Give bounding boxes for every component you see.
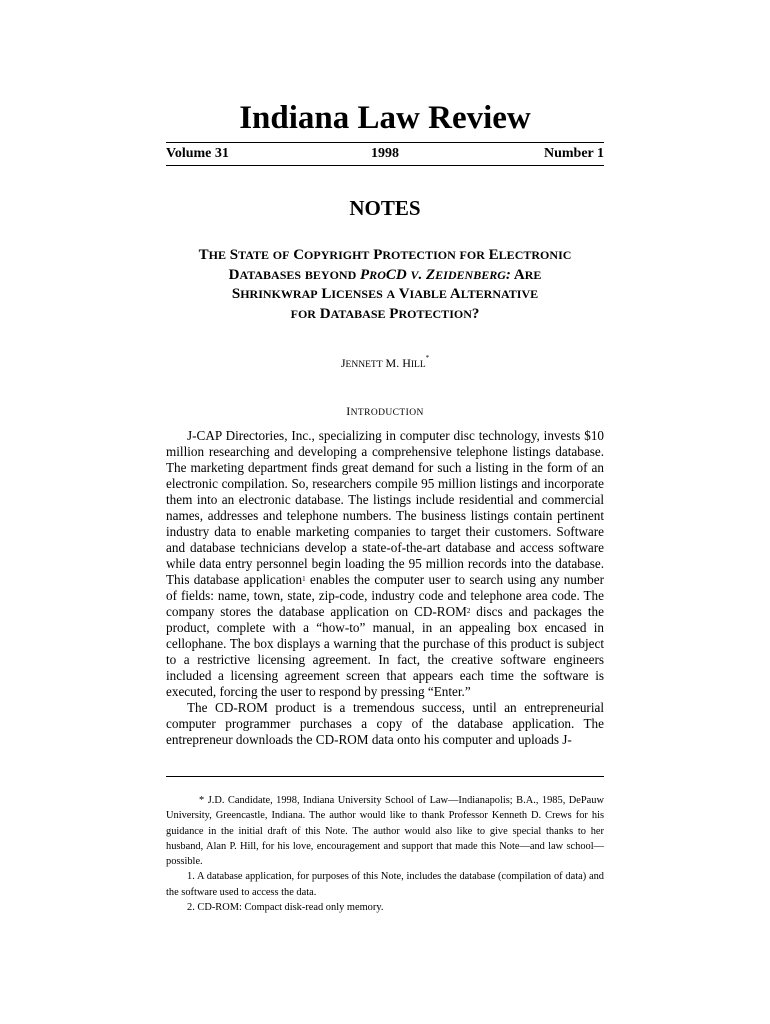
section-heading: NOTES	[349, 196, 421, 220]
article-title-line: SHRINKWRAP LICENSES A VIABLE ALTERNATIVE	[231, 286, 539, 302]
number-label: Number 1	[543, 146, 604, 161]
author-note-mark: *	[425, 354, 430, 362]
body-paragraph	[166, 428, 604, 700]
footnotes	[166, 793, 604, 915]
journal-title: Indiana Law Review	[239, 100, 531, 136]
body-paragraph: The CD-ROM product is a tremendous success, until an entrepreneurial computer programmer purchases a copy of the database application. The entrepreneur downloads the CD-ROM data onto his computer and uploads J-	[166, 700, 604, 747]
footnote-1: 1. A database application, for purposes of this Note, includes the database (compilation of data) and the software used to access the data.	[166, 871, 604, 898]
issue-info-bar	[166, 146, 604, 164]
article-title	[166, 246, 604, 324]
author-byline	[0, 356, 770, 371]
footnote-separator	[166, 776, 604, 777]
article-title-line: FOR DATABASE PROTECTION?	[290, 305, 480, 322]
article-body	[166, 428, 604, 748]
header-bottom-rule	[166, 165, 604, 166]
year-label: 1998	[371, 146, 399, 161]
footnote-ref-1: 1	[302, 575, 306, 583]
footnote-ref-2: 2	[466, 607, 471, 615]
intro-heading: INTRODUCTION	[346, 404, 424, 418]
volume-label: Volume 31	[166, 146, 229, 161]
article-title-line: DATABASES BEYOND PROCD V. ZEIDENBERG: ARE	[228, 266, 542, 283]
footnote-author: * J.D. Candidate, 1998, Indiana University School of Law—Indianapolis; B.A., 1985, DePauw University, Greencastle, Indiana. The author would like to thank Professor Kenneth D. Crews for his guidance in the initial draft of this Note. The author would also like to give special thanks to her husband, Alan P. Hill, for his love, encouragement and support that made this Note—and law school—possible.	[166, 795, 604, 868]
body-text-run: enables the computer user to search using any number of fields: name, town, state, zip-code, industry code and telephone area code. The company stores the database application on CD-ROM	[166, 572, 604, 619]
author-name: JENNETT M. HILL	[340, 356, 426, 370]
body-text-run: J-CAP Directories, Inc., specializing in computer disc technology, invests $10 million researching and developing a comprehensive telephone listings database. The marketing department finds great demand for such a listing in the form of an electronic compilation. So, researchers compile 95 million listings and incorporate them into an electronic database. The listings include residential and commercial names, addresses and telephone numbers. The business listings contain pertinent industry data to enable marketing companies to target their customers. Software and database technicians develop a state-of-the-art database and access software while data entry personnel begin loading the 95 million records into the database. This database application	[166, 428, 604, 587]
body-text-run: discs and packages the product, complete with a “how-to” manual, in an appealing box encased in cellophane. The box displays a warning that the purchase of this product is subject to a restrictive licensing agreement. In fact, the creative software engineers included a licensing agreement screen that appears each time the software is executed, forcing the user to respond by pressing “Enter.”	[166, 604, 604, 699]
article-title-line: THE STATE OF COPYRIGHT PROTECTION FOR ELECTRONIC	[198, 247, 572, 263]
header-top-rule	[166, 142, 604, 143]
footnote-2: 2. CD-ROM: Compact disk-read only memory.	[187, 902, 384, 914]
